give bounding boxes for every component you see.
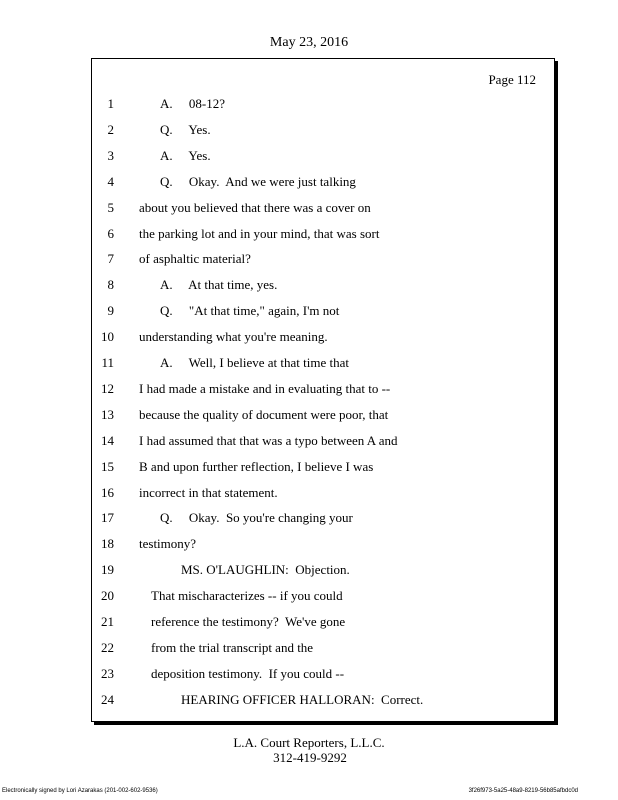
- line-text: Q. "At that time," again, I'm not: [160, 303, 340, 319]
- transcript-line: [92, 226, 532, 244]
- transcript-line: [92, 510, 532, 528]
- line-text: from the trial transcript and the: [151, 639, 314, 655]
- transcript-line: [92, 122, 532, 140]
- transcript-line: [92, 174, 532, 192]
- transcript-page: [91, 58, 555, 722]
- transcript-line: [92, 148, 532, 166]
- line-number: 17: [101, 510, 114, 526]
- transcript-line: [92, 614, 532, 632]
- line-number: 2: [107, 121, 114, 137]
- transcript-line: [92, 277, 532, 295]
- transcript-line: [92, 200, 532, 218]
- line-number: 12: [101, 380, 114, 396]
- line-text: testimony?: [139, 536, 197, 552]
- line-number: 11: [101, 355, 114, 370]
- line-number: 4: [107, 173, 114, 189]
- line-number: 6: [107, 225, 114, 241]
- transcript-line: [92, 588, 532, 606]
- line-number: 16: [101, 484, 114, 500]
- line-text: Q. Okay. So you're changing your: [160, 510, 353, 526]
- line-text: understanding what you're meaning.: [139, 329, 328, 345]
- transcript-line: [92, 692, 532, 710]
- line-text: Q. Yes.: [160, 121, 211, 137]
- transcript-line: [92, 329, 532, 347]
- header-date: May 23, 2016: [269, 35, 349, 50]
- line-number: 1: [107, 96, 114, 111]
- line-number: 10: [101, 329, 114, 345]
- line-number: 7: [107, 251, 114, 267]
- line-number: 22: [101, 639, 114, 655]
- line-number: 23: [101, 665, 114, 681]
- line-text: I had assumed that that was a typo between A and: [139, 432, 398, 448]
- document-id: 3f26f973-5a25-48a9-8219-56b85afbdc0d: [468, 788, 578, 794]
- footer-phone: 312-419-9292: [273, 750, 347, 765]
- footer-company: L.A. Court Reporters, L.L.C.: [233, 735, 385, 750]
- electronic-signature: Electronically signed by Lori Azarakas (201-002-602-9536): [2, 788, 158, 794]
- line-number: 24: [101, 691, 114, 707]
- line-text: A. 08-12?: [160, 96, 225, 111]
- transcript-line: [92, 96, 532, 114]
- line-text: incorrect in that statement.: [139, 484, 278, 500]
- transcript-line: [92, 407, 532, 425]
- transcript-line: [92, 536, 532, 554]
- line-number: 8: [107, 277, 114, 293]
- line-number: 3: [107, 147, 114, 163]
- transcript-line: [92, 640, 532, 658]
- line-text: MS. O'LAUGHLIN: Objection.: [181, 562, 350, 578]
- line-text: I had made a mistake and in evaluating that to --: [139, 380, 391, 396]
- line-number: 15: [101, 458, 114, 474]
- page-number: Page 112: [488, 72, 536, 87]
- line-text: deposition testimony. If you could --: [151, 665, 345, 681]
- line-number: 20: [101, 588, 114, 604]
- transcript-line: [92, 303, 532, 321]
- line-number: 14: [101, 432, 114, 448]
- line-text: about you believed that there was a cover on: [139, 199, 371, 215]
- transcript-line: [92, 485, 532, 503]
- line-text: B and upon further reflection, I believe I was: [139, 458, 374, 474]
- transcript-line: [92, 251, 532, 269]
- line-text: A. Yes.: [160, 147, 211, 163]
- line-text: HEARING OFFICER HALLORAN: Correct.: [181, 691, 424, 707]
- line-text: the parking lot and in your mind, that was sort: [139, 225, 380, 241]
- transcript-line: [92, 355, 532, 373]
- line-number: 13: [101, 406, 114, 422]
- line-number: 19: [101, 562, 114, 578]
- line-text: A. At that time, yes.: [160, 277, 278, 293]
- transcript-line: [92, 433, 532, 451]
- line-number: 5: [107, 199, 114, 215]
- transcript-line: [92, 381, 532, 399]
- line-number: 18: [101, 536, 114, 552]
- line-text: of asphaltic material?: [139, 251, 251, 267]
- transcript-line: [92, 459, 532, 477]
- line-text: reference the testimony? We've gone: [151, 614, 346, 629]
- line-number: 9: [107, 303, 114, 319]
- line-text: A. Well, I believe at that time that: [160, 355, 349, 370]
- line-text: Q. Okay. And we were just talking: [160, 173, 356, 189]
- transcript-line: [92, 562, 532, 580]
- line-text: That mischaracterizes -- if you could: [151, 588, 343, 604]
- transcript-line: [92, 666, 532, 684]
- line-number: 21: [101, 614, 114, 629]
- footer: [0, 735, 618, 765]
- line-text: because the quality of document were poor, that: [139, 406, 389, 422]
